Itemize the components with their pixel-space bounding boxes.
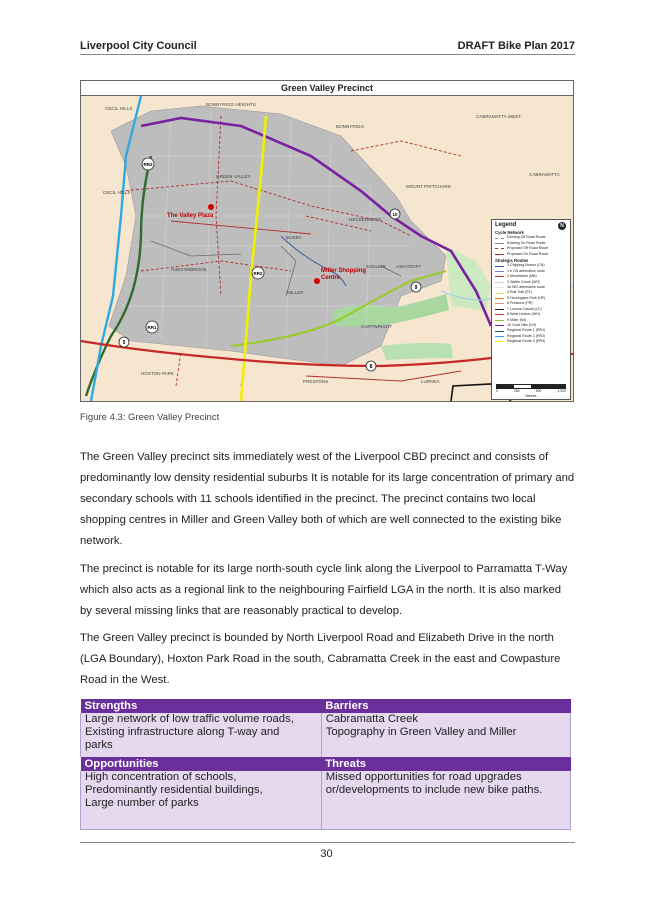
legend-item-label: Proposed On Road Route — [507, 251, 549, 256]
paragraph-3: The Green Valley precinct is bounded by North Liverpool Road and Elizabeth Drive in the north (LGA Boundary), Hoxton Park Road in the south, Cabramatta Creek in the east and Cowpasture Road in the West. — [80, 632, 561, 686]
legend-swatch — [495, 320, 504, 321]
opportunities-heading: Opportunities — [81, 757, 322, 771]
threats-line: or/developments to include new bike paths. — [325, 784, 543, 796]
legend-item — [495, 252, 567, 257]
legend-title: Legend — [495, 222, 517, 228]
legend-swatch — [495, 282, 504, 283]
label-cecil-hills-n: CECIL HILLS — [105, 106, 133, 111]
legend-swatch — [495, 243, 504, 244]
legend-item-label: Existing Off Road Route — [507, 235, 546, 240]
shield-10-label: 10 — [392, 212, 398, 217]
legend-item-label: Regional Route 2 (RR2) — [507, 333, 546, 338]
scale-bar — [496, 383, 566, 399]
paragraph-2: The precinct is notable for its large north-south cycle link along the Liverpool to Parramatta T-Way which also acts as a regional link to the neighbouring Fairfield LGA in the north. It is also marked by several missing links that are reasonably practical to develop. — [80, 563, 568, 617]
header-divider — [80, 54, 575, 55]
legend-item-label: 2 Moorebank (MB) — [507, 274, 537, 279]
swot-header-row-2 — [81, 757, 571, 771]
legend-item-label: Regional Route 1 (RR1) — [507, 328, 546, 333]
barriers-line: Topography in Green Valley and Miller — [325, 726, 517, 738]
shield-5-label: 5 — [122, 340, 126, 346]
legend-swatch — [495, 325, 504, 326]
scale-tick-label: 500 — [535, 389, 542, 393]
label-prestons: PRESTONS — [303, 379, 329, 384]
legend-swatch — [495, 331, 504, 332]
label-bonnyrigg: BONNYRIGG — [336, 124, 365, 129]
legend-item — [495, 339, 567, 344]
legend-swatch — [495, 298, 504, 299]
scale-unit: Metres — [525, 394, 537, 399]
strengths-cell — [81, 713, 322, 757]
scale-tick-label: 1,000 — [557, 389, 566, 393]
legend-item-label: 9 Miller (MI) — [507, 317, 526, 322]
legend-item-label: 10 Cecil Hills (CH) — [507, 322, 537, 327]
footer-divider — [80, 842, 575, 843]
legend-swatch — [495, 314, 504, 315]
label-mount-pritchard: MOUNT PRITCHARD — [406, 184, 451, 189]
miller-centre-marker — [314, 278, 320, 284]
legend-item-label: 5 Horningsea Park (HP) — [507, 295, 546, 300]
legend-swatch — [495, 309, 504, 310]
legend-item-label: 3 Wattle Grove (WG) — [507, 279, 541, 284]
shield-8-label: 8 — [369, 364, 373, 370]
opportunities-line: Large number of parks — [85, 797, 199, 809]
north-arrow-icon: N — [558, 222, 566, 230]
label-green-valley: GREEN VALLEY — [216, 174, 251, 179]
strengths-heading: Strengths — [81, 699, 322, 713]
label-miller: MILLER — [287, 290, 304, 295]
strengths-line: Existing infrastructure along T-way and — [85, 726, 280, 738]
label-sadleir: SADLEIR — [366, 264, 386, 269]
legend-item-label: 6 Prestons (PR) — [507, 301, 533, 306]
legend-item-label: 7 Lurnea-Casula (LC) — [507, 306, 542, 311]
precinct-map — [80, 80, 574, 402]
legend-item-label: 1 b CN alternative route — [507, 268, 545, 273]
label-hinchinbrook: HINCHINBROOK — [171, 267, 207, 272]
barriers-cell — [321, 713, 570, 757]
barriers-heading: Barriers — [321, 699, 570, 713]
valley-plaza-marker — [208, 204, 214, 210]
strengths-line: parks — [85, 739, 113, 751]
label-cabramatta: CABRAMATTA — [529, 172, 560, 177]
legend-item-label: 8 West Hoxton (WH) — [507, 312, 540, 317]
swot-body-row-2 — [81, 771, 571, 830]
label-cabramatta-west: CABRAMATTA WEST — [476, 114, 522, 119]
paragraph-1: The Green Valley precinct sits immediately west of the Liverpool CBD precinct and consists of predominantly low density residential suburbs It is notable for its large concentration of primary and secondary schools with 11 schools identified in the precinct. The precinct contains two local shopping centres in Miller and Green Valley both of which are well connected to the existing bike network. — [80, 451, 575, 547]
barriers-line: Cabramatta Creek — [325, 713, 418, 725]
legend-swatch — [495, 303, 504, 304]
label-miller-centre-2: Centre — [321, 275, 341, 281]
label-cecil-hills-w: CECIL HILLS — [103, 190, 131, 195]
swot-body-row-1 — [81, 713, 571, 757]
legend-swatch — [495, 341, 504, 342]
label-heckenberg: HECKENBERG — [349, 217, 382, 222]
scale-tick-label: 250 — [513, 389, 520, 393]
label-lurnea: LURNEA — [421, 379, 440, 384]
threats-heading: Threats — [321, 757, 570, 771]
label-bonnyrigg-heights: BONNYRIGG HEIGHTS — [206, 102, 256, 107]
opportunities-cell — [81, 771, 322, 830]
scale-tick-label: 0 — [496, 389, 498, 393]
header-doc-title: DRAFT Bike Plan 2017 — [457, 40, 575, 52]
label-hoxton-park: HOXTON PARK — [141, 371, 175, 376]
legend-item-label: 3a WG alternative route — [507, 285, 545, 290]
strengths-line: Large network of low traffic volume roads, — [85, 713, 294, 725]
label-valley-plaza: The Valley Plaza — [167, 213, 214, 219]
shield-rr1-label: RR1 — [147, 325, 157, 330]
legend-swatch — [495, 276, 504, 277]
shield-9-label: 9 — [414, 285, 418, 291]
opportunities-line: Predominantly residential buildings, — [85, 784, 263, 796]
threats-cell — [321, 771, 570, 830]
legend-swatch — [495, 238, 504, 239]
legend-cycle-list — [495, 235, 567, 257]
legend-strategic-list — [495, 263, 567, 344]
legend-swatch — [495, 248, 504, 249]
figure-caption: Figure 4.3: Green Valley Precinct — [80, 412, 220, 423]
legend-item-label: 4 Rail Trail (RT) — [507, 290, 533, 295]
legend-item-label: Regional Route 3 (RR3) — [507, 339, 546, 344]
swot-header-row-1 — [81, 699, 571, 713]
label-ashcroft: ASHCROFT — [396, 264, 422, 269]
map-legend — [491, 219, 571, 400]
legend-swatch — [495, 287, 504, 288]
label-miller-centre-1: Miller Shopping — [321, 268, 366, 274]
legend-item-label: Proposed Off Road Route — [507, 246, 549, 251]
page-number: 30 — [320, 848, 333, 860]
shield-rr2-north-label: RR2 — [143, 162, 153, 167]
park-south — [381, 343, 453, 360]
legend-strategic-heading: Strategic Routes — [495, 258, 529, 264]
shield-rr2-tway-label: RR2 — [253, 271, 263, 276]
legend-cycle-heading: Cycle Network — [495, 230, 524, 235]
header-council: Liverpool City Council — [80, 40, 197, 52]
label-cartwright: CARTWRIGHT — [361, 324, 393, 329]
map-title: Green Valley Precinct — [81, 81, 573, 96]
legend-swatch — [495, 336, 504, 337]
label-busby: BUSBY — [286, 235, 302, 240]
legend-item-label: Existing On Road Route — [507, 240, 546, 245]
swot-table — [80, 699, 571, 830]
opportunities-line: High concentration of schools, — [85, 771, 237, 783]
legend-swatch — [495, 266, 504, 267]
legend-item-label: 1 Chipping Norton (CN) — [507, 263, 545, 268]
legend-swatch — [495, 254, 504, 255]
threats-line: Missed opportunities for road upgrades — [325, 771, 522, 783]
legend-swatch — [495, 271, 504, 272]
legend-swatch — [495, 293, 504, 294]
